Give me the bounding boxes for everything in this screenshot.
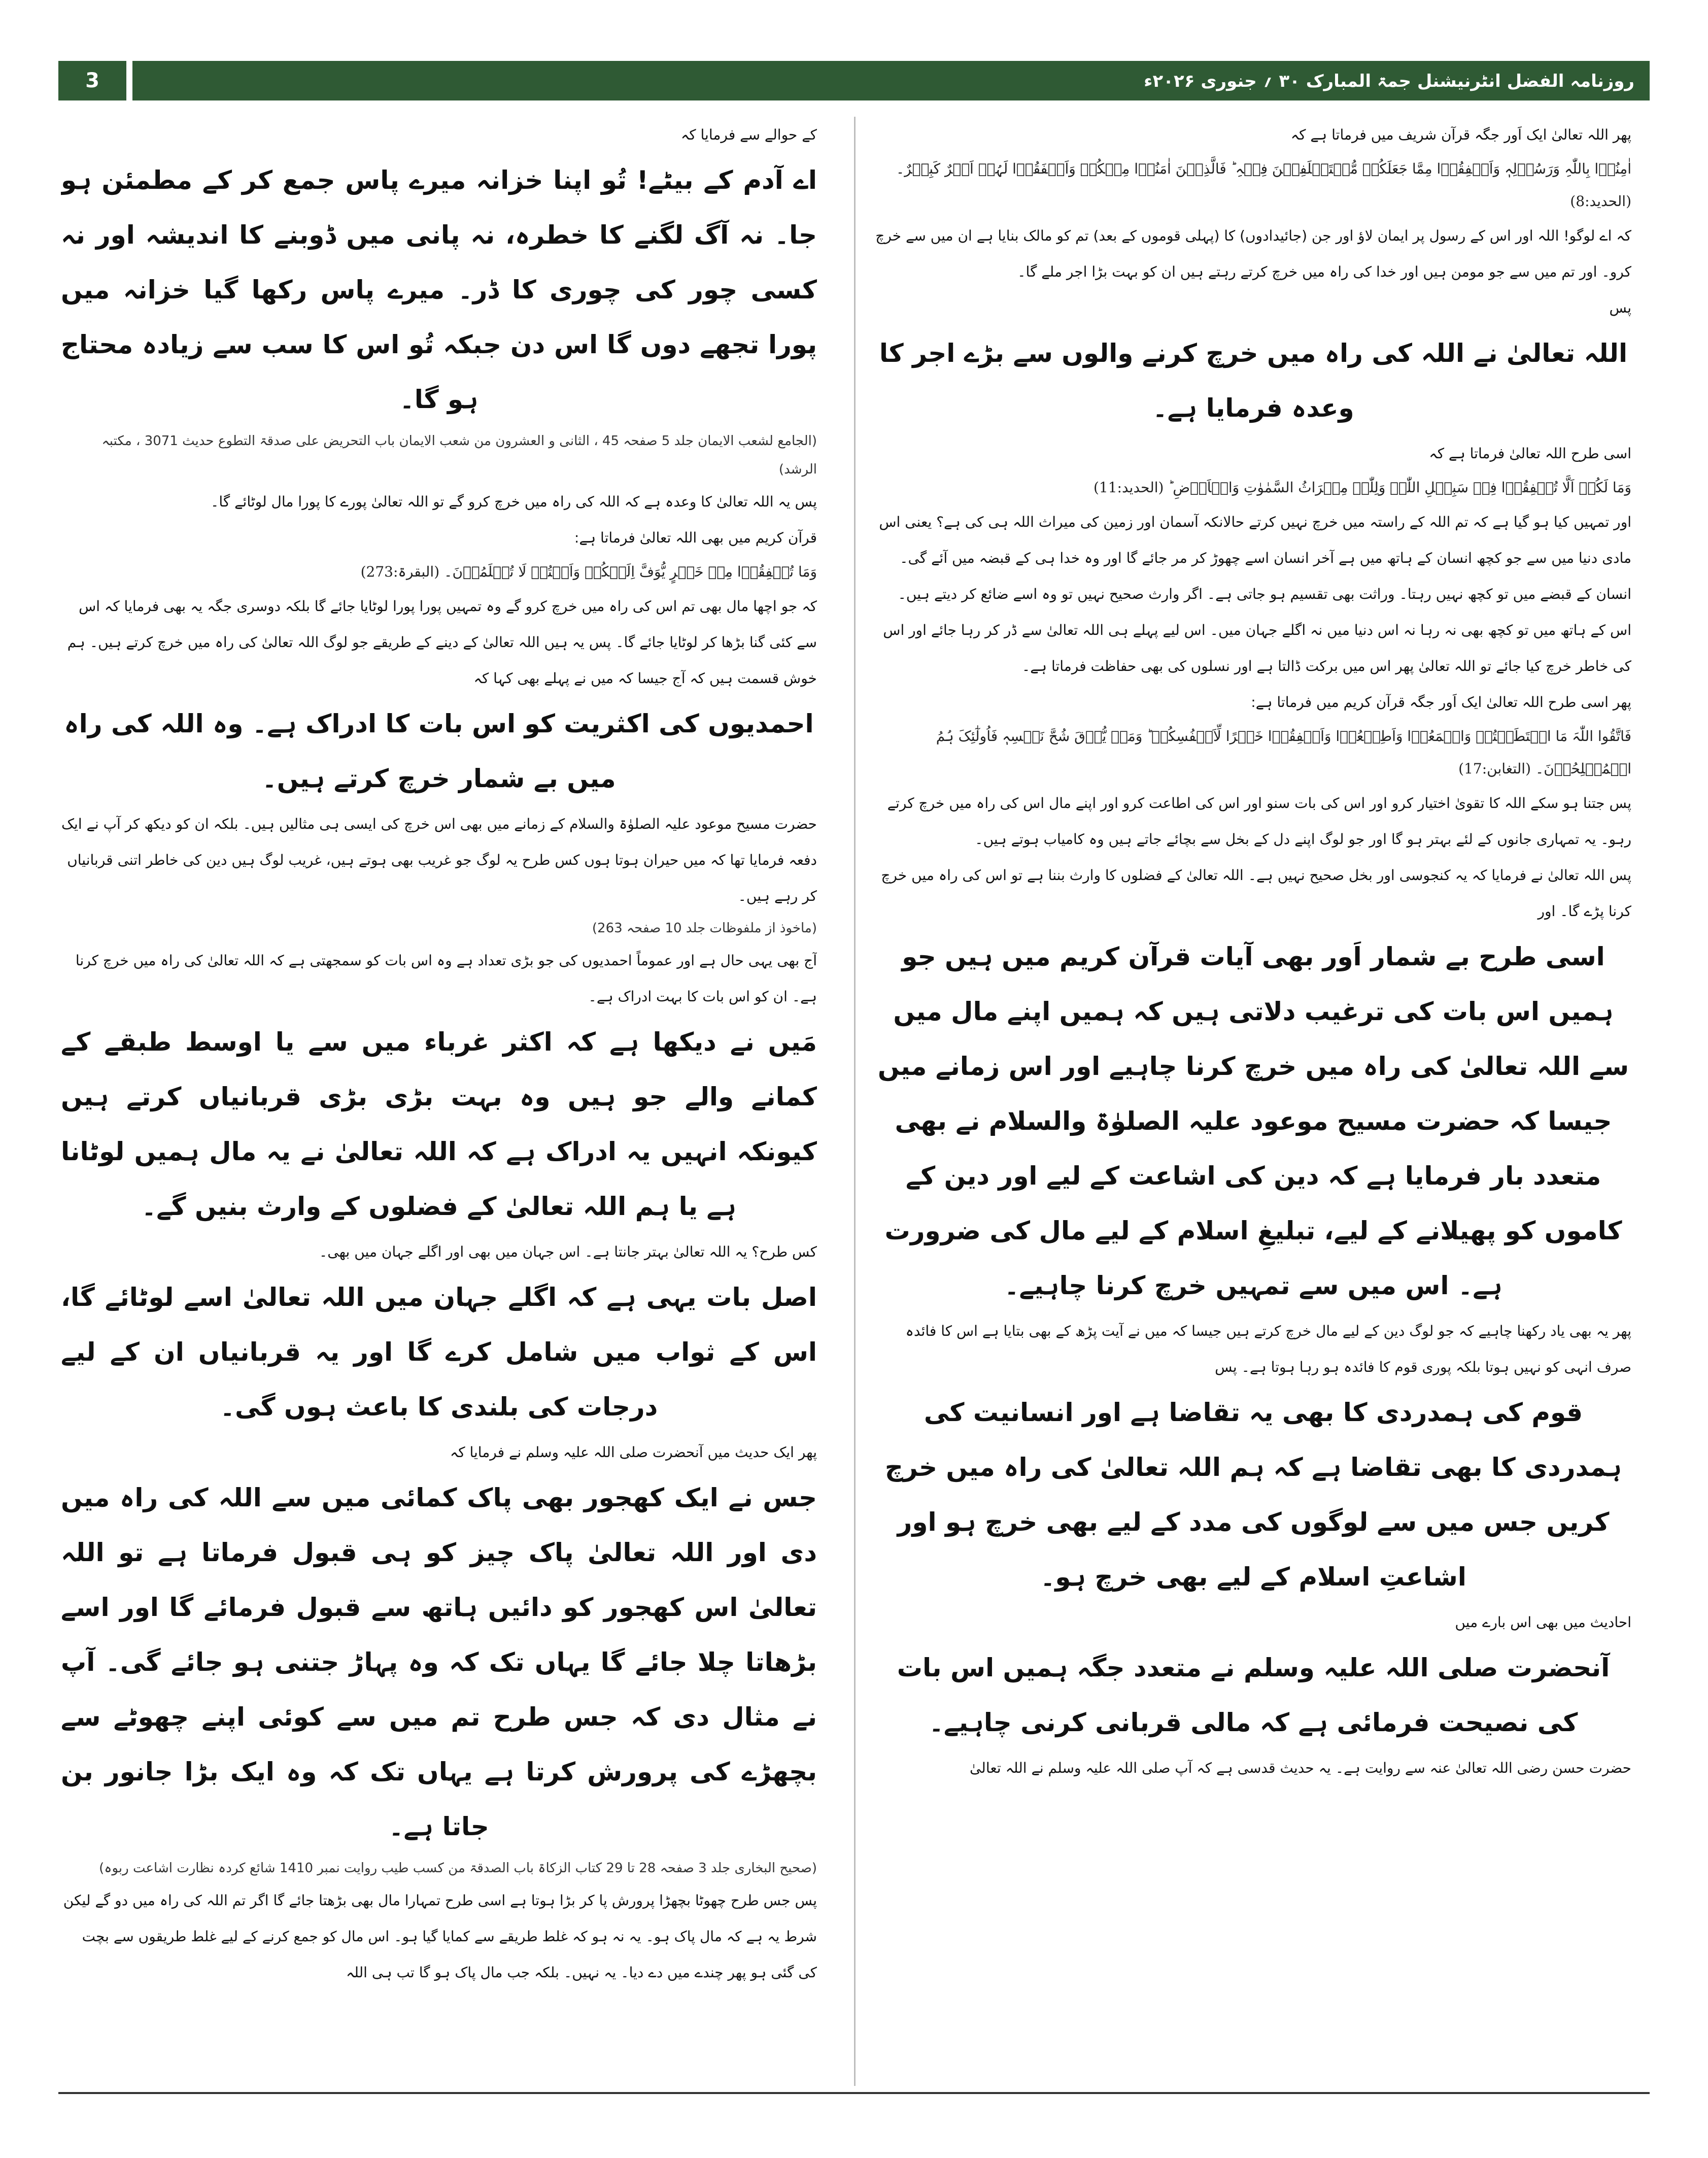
body-paragraph: کہ جو اچھا مال بھی تم اس کی راہ میں خرچ کرو گے وہ تمہیں پورا پورا لوٹایا جائے گا بلکہ دوسری جگہ یہ بھی فرمایا کہ اس سے کئی گنا بڑھا کر لوٹایا جائے گا۔ پس یہ ہیں اللہ تعالیٰ کے دینے کے طریقے جو لوگ اللہ تعالیٰ کی راہ میں خرچ کرتے ہیں۔ ہم خوش قسمت ہیں کہ آج جیسا کہ میں نے پہلے بھی کہا کہ xyxy=(67,598,817,687)
highlight-quote: اللہ تعالیٰ نے اللہ کی راہ میں خرچ کرنے والوں سے بڑے اجر کا وعدہ فرمایا ہے۔ xyxy=(879,339,1628,423)
body-paragraph: کس طرح؟ یہ اللہ تعالیٰ بہتر جانتا ہے۔ اس جہان میں بھی اور اگلے جہان میں بھی۔ xyxy=(319,1243,817,1260)
page-number: 3 xyxy=(58,61,126,100)
body-paragraph: پس جس طرح چھوٹا بچھڑا پرورش پا کر بڑا ہوتا ہے اسی طرح تمہارا مال بھی بڑھتا جائے گا اگر تم اللہ کی راہ میں دو گے لیکن شرط یہ ہے کہ مال پاک ہو۔ یہ نہ ہو کہ غلط طریقے سے کمایا گیا ہو۔ اس مال کو جمع کرنے کے لیے غلط طریقوں سے بچت کی گئی ہو پھر چندے میں دے دیا۔ یہ نہیں۔ بلکہ جب مال پاک ہو گا تب ہی اللہ xyxy=(63,1892,817,1981)
quran-verse: وَمَا لَکُمۡ اَلَّا تُنۡفِقُوۡا فِیۡ سَبِیۡلِ اللّٰہِ وَلِلّٰہِ مِیۡرَاثُ السَّمٰوٰتِ وَالۡاَرۡضِ ؕ (الحدید:11) xyxy=(1093,479,1631,496)
right-column xyxy=(875,117,1631,2086)
intro-text: اسی طرح اللہ تعالیٰ فرماتا ہے کہ xyxy=(1429,445,1631,462)
body-paragraph: پھر یہ بھی یاد رکھنا چاہیے کہ جو لوگ دین کے لیے مال خرچ کرتے ہیں جیسا کہ میں نے آیت پڑھ کے بھی بتایا ہے اس کا فائدہ صرف انہی کو نہیں ہوتا بلکہ پوری قوم کا فائدہ ہو رہا ہوتا ہے۔ پس xyxy=(905,1323,1631,1375)
quran-verse: وَمَا تُنۡفِقُوۡا مِنۡ خَیۡرٍ یُّوَفَّ اِلَیۡکُمۡ وَاَنۡتُمۡ لَا تُظۡلَمُوۡنَ۔ (البقرۃ:273) xyxy=(360,563,817,580)
intro-text: کے حوالے سے فرمایا کہ xyxy=(680,126,817,143)
highlight-quote: قوم کی ہمدردی کا بھی یہ تقاضا ہے اور انسانیت کی ہمدردی کا بھی تقاضا ہے کہ ہم اللہ تعالیٰ کی راہ میں خرچ کریں جس میں سے لوگوں کی مدد کے لیے بھی خرچ ہو اور اشاعتِ اسلام کے لیے بھی خرچ ہو۔ xyxy=(884,1398,1622,1592)
body-paragraph: آج بھی یہی حال ہے اور عموماً احمدیوں کی جو بڑی تعداد ہے وہ اس بات کو سمجھتی ہے کہ اللہ تعالیٰ کی راہ میں خرچ کرنا ہے۔ ان کو اس بات کا بہت ادراک ہے۔ xyxy=(75,952,817,1005)
column-divider xyxy=(854,117,856,2086)
masthead-gap xyxy=(126,61,132,100)
body-paragraph: حضرت حسن رضی اللہ تعالیٰ عنہ سے روایت ہے۔ یہ حدیث قدسی ہے کہ آپ صلی اللہ علیہ وسلم نے اللہ تعالیٰ xyxy=(969,1760,1631,1776)
masthead xyxy=(58,61,1650,100)
highlight-quote: آنحضرت صلی اللہ علیہ وسلم نے متعدد جگہ ہمیں اس بات کی نصیحت فرمائی ہے کہ مالی قربانی کرنی چاہیے۔ xyxy=(897,1653,1610,1737)
quran-verse: فَاتَّقُوا اللّٰہَ مَا اسۡتَطَعۡتُمۡ وَاسۡمَعُوۡا وَاَطِیۡعُوۡا وَاَنۡفِقُوۡا خَیۡرًا لِّاَنۡفُسِکُمۡ ؕ وَمَنۡ یُّوۡقَ شُحَّ نَفۡسِہٖ فَاُولٰٓئِکَ ہُمُ الۡمُفۡلِحُوۡنَ۔ (التغابن:17) xyxy=(936,728,1631,777)
intro-text: پھر ایک حدیث میں آنحضرت صلی اللہ علیہ وسلم نے فرمایا کہ xyxy=(450,1444,817,1461)
highlight-quote: مَیں نے دیکھا ہے کہ اکثر غرباء میں سے یا اوسط طبقے کے کمانے والے جو ہیں وہ بہت بڑی بڑی قربانیاں کرتے ہیں کیونکہ انہیں یہ ادراک ہے کہ اللہ تعالیٰ نے یہ مال ہمیں لوٹانا ہے یا ہم اللہ تعالیٰ کے فضلوں کے وارث بنیں گے۔ xyxy=(61,1027,817,1221)
reference-citation: (صحیح البخاری جلد 3 صفحہ 28 تا 29 کتاب الزکاۃ باب الصدقۃ من کسب طیب روایت نمبر 1410 شائع کردہ نظارت اشاعت ربوہ) xyxy=(99,1861,817,1876)
body-paragraph: پس اللہ تعالیٰ نے فرمایا کہ یہ کنجوسی اور بخل صحیح نہیں ہے۔ اللہ تعالیٰ کے فضلوں کا وارث بننا ہے تو اس کی راہ میں خرچ کرنا پڑے گا۔ اور xyxy=(881,867,1631,920)
body-paragraph: حضرت مسیح موعود علیہ الصلوٰۃ والسلام کے زمانے میں بھی اس خرچ کی ایسی ہی مثالیں ہیں۔ بلکہ ان کو دیکھ کر آپ نے ایک دفعہ فرمایا تھا کہ میں حیران ہوتا ہوں کس طرح یہ لوگ جو غریب بھی ہوتے ہیں، غریب لوگ ہیں دین کی خاطر اتنی قربانیاں کر رہے ہیں۔ xyxy=(61,816,817,904)
body-paragraph: پس جتنا ہو سکے اللہ کا تقویٰ اختیار کرو اور اس کی بات سنو اور اس کی اطاعت کرو اور اپنے مال اس کی راہ میں خرچ کرتے رہو۔ یہ تمہاری جانوں کے لئے بہتر ہو گا اور جو لوگ اپنے دل کے بخل سے بچائے جاتے ہیں وہ کامیاب ہوتے ہیں۔ xyxy=(887,795,1631,848)
reference-citation: (الجامع لشعب الایمان جلد 5 صفحہ 45 ، الثانی و العشرون من شعب الایمان باب التحریض علی صدقۃ التطوع حدیث 3071 ، مکتبہ الرشد) xyxy=(101,433,817,477)
highlight-quote: جس نے ایک کھجور بھی پاک کمائی میں سے اللہ کی راہ میں دی اور اللہ تعالیٰ پاک چیز کو ہی قبول فرماتا ہے تو اللہ تعالیٰ اس کھجور کو دائیں ہاتھ سے قبول فرمائے گا اور اسے بڑھاتا چلا جائے گا یہاں تک کہ وہ پہاڑ جتنی ہو جائے گی۔ آپ نے مثال دی کہ جس طرح تم میں سے کوئی اپنے چھوٹے سے بچھڑے کی پرورش کرتا ہے یہاں تک کہ وہ ایک بڑا جانور بن جاتا ہے۔ xyxy=(61,1483,817,1841)
highlight-quote: احمدیوں کی اکثریت کو اس بات کا ادراک ہے۔ وہ اللہ کی راہ میں بے شمار خرچ کرتے ہیں۔ xyxy=(64,709,814,793)
highlight-quote: اسی طرح بے شمار اَور بھی آیات قرآن کریم میں ہیں جو ہمیں اس بات کی ترغیب دلاتی ہیں کہ ہمیں اپنے مال میں سے اللہ تعالیٰ کی راہ میں خرچ کرنا چاہیے اور اس زمانے میں جیسا کہ حضرت مسیح موعود علیہ الصلوٰۃ والسلام نے بھی متعدد بار فرمایا ہے کہ دین کی اشاعت کے لیے اور دین کے کاموں کو پھیلانے کے لیے، تبلیغِ اسلام کے لیے مال کی ضرورت ہے۔ اس میں سے تمہیں خرچ کرنا چاہیے۔ xyxy=(877,942,1629,1300)
verse-translation: کہ اے لوگو! اللہ اور اس کے رسول پر ایمان لاؤ اور جن (جائیدادوں) کا (پہلی قوموں کے بعد) تم کو مالک بنایا ہے ان میں سے خرچ کرو۔ اور تم میں سے جو مومن ہیں اور خدا کی راہ میں خرچ کرتے رہتے ہیں ان کو بہت بڑا اجر ملے گا۔ xyxy=(875,227,1631,280)
connector-text: پس xyxy=(1609,299,1631,316)
newspaper-header: روزنامہ الفضل انٹرنیشنل جمۃ المبارک ۳۰ ؍ جنوری ۲۰۲۶ء xyxy=(132,61,1650,100)
body-paragraph: اور تمہیں کیا ہو گیا ہے کہ تم اللہ کے راستہ میں خرچ نہیں کرتے حالانکہ آسمان اور زمین کی میراث اللہ ہی کی ہے؟ یعنی اس مادی دنیا میں سے جو کچھ انسان کے ہاتھ میں ہے آخر انسان اسے چھوڑ کر مر جائے گا اور وہ خدا ہی کے قبضہ میں آئے گی۔ انسان کے قبضے میں تو کچھ نہیں رہتا۔ وراثت بھی تقسیم ہو جاتی ہے۔ اگر وارث صحیح نہیں تو وہ اسے ضائع کر دیتے ہیں۔ اس کے ہاتھ میں تو کچھ بھی نہ رہا نہ اس دنیا میں نہ اگلے جہان میں۔ اس لیے پہلے ہی اللہ تعالیٰ سے ڈر کر رہا جائے اور اس کی خاطر خرچ کیا جائے تو اللہ تعالیٰ پھر اس میں برکت ڈالتا ہے اور نسلوں کی بھی حفاظت فرماتا ہے۔ xyxy=(879,514,1631,675)
highlight-quote: اے آدم کے بیٹے! تُو اپنا خزانہ میرے پاس جمع کر کے مطمئن ہو جا۔ نہ آگ لگنے کا خطرہ، نہ پانی میں ڈوبنے کا اندیشہ اور نہ کسی چور کی چوری کا ڈر۔ میرے پاس رکھا گیا خزانہ میں پورا تجھے دوں گا اس دن جبکہ تُو اس کا سب سے زیادہ محتاج ہو گا۔ xyxy=(61,165,817,414)
body-paragraph: پس یہ اللہ تعالیٰ کا وعدہ ہے کہ اللہ کی راہ میں خرچ کرو گے تو اللہ تعالیٰ پورے کا پورا مال لوٹائے گا۔ xyxy=(210,493,817,510)
left-column xyxy=(61,117,817,2086)
intro-text: احادیث میں بھی اس بارے میں xyxy=(1455,1614,1631,1631)
intro-text: پھر اللہ تعالیٰ ایک اَور جگہ قرآن شریف میں فرماتا ہے کہ xyxy=(1290,126,1631,143)
footer-rule xyxy=(58,2092,1650,2094)
highlight-quote: اصل بات یہی ہے کہ اگلے جہان میں اللہ تعالیٰ اسے لوٹائے گا، اس کے ثواب میں شامل کرے گا اور یہ قربانیاں ان کے لیے درجات کی بلندی کا باعث ہوں گی۔ xyxy=(61,1283,817,1422)
quran-verse: اٰمِنُوۡا بِاللّٰہِ وَرَسُوۡلِہٖ وَاَنۡفِقُوۡا مِمَّا جَعَلَکُمۡ مُّسۡتَخۡلَفِیۡنَ فِیۡہِ ؕ فَالَّذِیۡنَ اٰمَنُوۡا مِنۡکُمۡ وَاَنۡفَقُوۡا لَہُمۡ اَجۡرٌ کَبِیۡرٌ۔ (الحدید:8) xyxy=(896,160,1631,210)
intro-text: پھر اسی طرح اللہ تعالیٰ ایک اَور جگہ قرآن کریم میں فرماتا ہے: xyxy=(1251,694,1631,711)
reference-citation: (ماخوذ از ملفوظات جلد 10 صفحہ 263) xyxy=(592,921,817,936)
intro-text: قرآن کریم میں بھی اللہ تعالیٰ فرماتا ہے: xyxy=(574,529,817,546)
